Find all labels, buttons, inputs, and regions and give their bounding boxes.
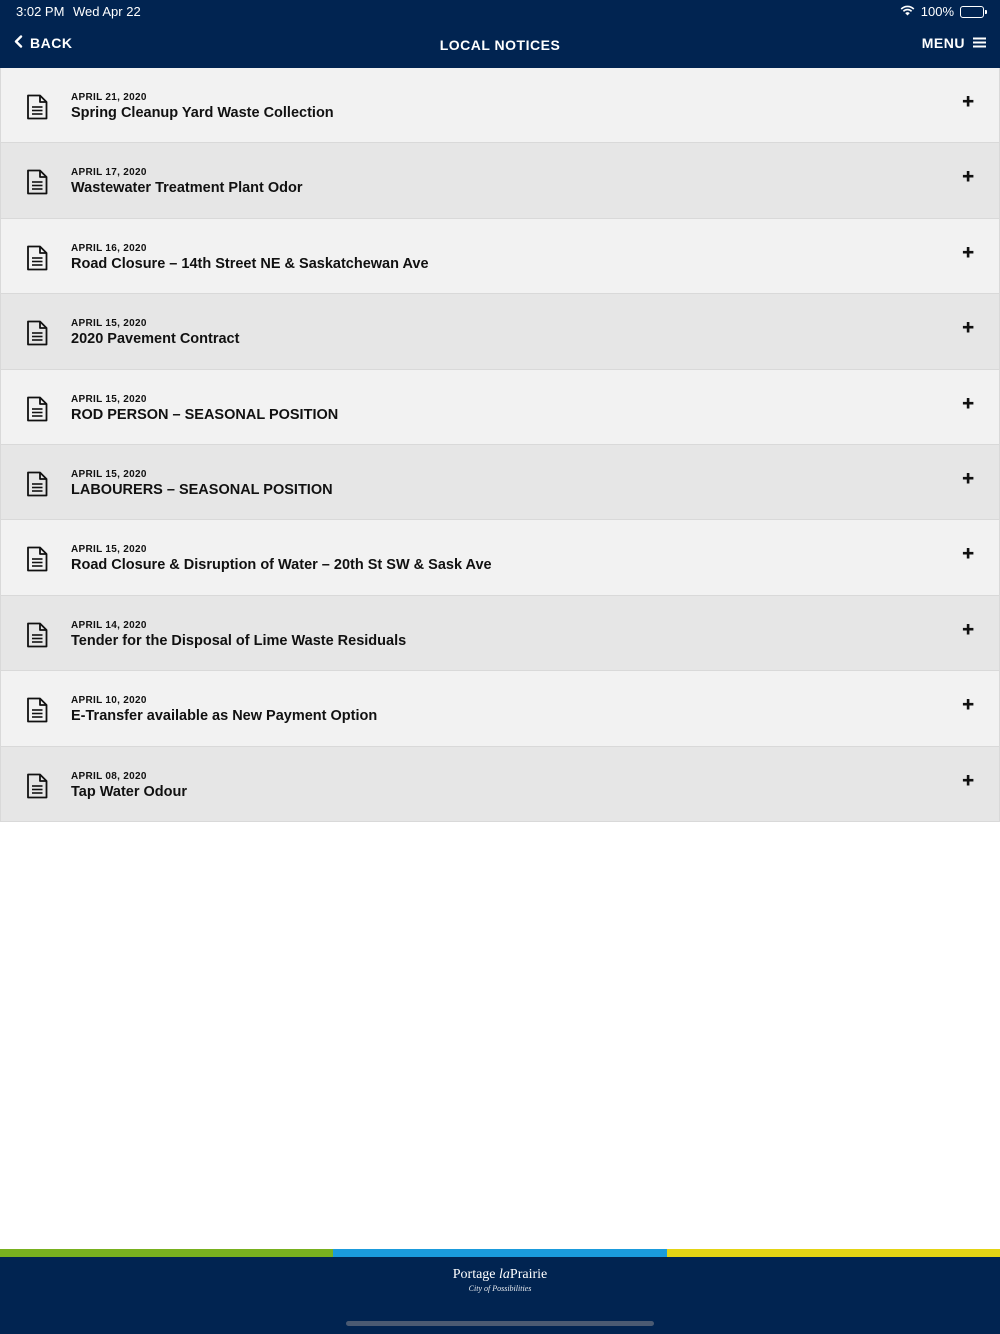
status-indicators: [900, 4, 984, 19]
notice-date: APRIL 15, 2020: [71, 468, 147, 480]
document-icon: [26, 471, 48, 497]
logo-part-la: la: [499, 1267, 510, 1282]
battery-icon: [960, 6, 984, 18]
notice-date: APRIL 16, 2020: [71, 242, 147, 254]
app-header: [0, 0, 1000, 68]
notice-item[interactable]: [0, 445, 1000, 520]
document-icon: [26, 320, 48, 346]
home-indicator[interactable]: [346, 1321, 654, 1326]
notice-item[interactable]: [0, 747, 1000, 822]
menu-label: MENU: [921, 35, 965, 51]
stripe-yellow: [667, 1249, 1000, 1257]
notice-date: APRIL 10, 2020: [71, 695, 147, 707]
status-date: Wed Apr 22: [73, 4, 141, 19]
notice-item[interactable]: [0, 520, 1000, 595]
notice-title: ROD PERSON – SEASONAL POSITION: [71, 406, 339, 423]
plus-icon[interactable]: [959, 92, 977, 110]
plus-icon[interactable]: [959, 469, 977, 487]
nav-bar: [0, 28, 1000, 62]
notice-title: Tap Water Odour: [71, 783, 187, 800]
logo-part-portage: Portage: [452, 1267, 496, 1282]
document-icon: [26, 697, 48, 723]
notice-date: APRIL 17, 2020: [71, 167, 147, 179]
hamburger-icon: [973, 35, 986, 51]
notice-title: 2020 Pavement Contract: [71, 331, 240, 348]
notice-title: Spring Cleanup Yard Waste Collection: [71, 105, 334, 121]
stripe-green: [0, 1249, 333, 1257]
notice-item[interactable]: [0, 671, 1000, 746]
notice-item[interactable]: [0, 219, 1000, 294]
wifi-icon: [900, 4, 915, 19]
logo-tagline: City of Possibilities: [468, 1284, 532, 1293]
notice-date: APRIL 21, 2020: [71, 92, 147, 103]
notice-item[interactable]: [0, 294, 1000, 369]
footer: [0, 1257, 1000, 1334]
notice-date: APRIL 14, 2020: [71, 619, 147, 631]
notice-date: APRIL 15, 2020: [71, 544, 147, 556]
plus-icon[interactable]: [959, 394, 977, 412]
document-icon: [26, 773, 48, 799]
notice-date: APRIL 15, 2020: [71, 318, 147, 330]
document-icon: [26, 94, 48, 120]
notice-title: Road Closure – 14th Street NE & Saskatchewan Ave: [71, 255, 429, 272]
stripe-blue: [333, 1249, 666, 1257]
notice-title: Road Closure & Disruption of Water – 20th St SW & Sask Ave: [71, 557, 492, 574]
plus-icon[interactable]: [959, 695, 977, 713]
notice-date: APRIL 08, 2020: [71, 770, 147, 782]
notice-item[interactable]: [0, 143, 1000, 218]
menu-button[interactable]: [922, 35, 986, 51]
notice-title: E-Transfer available as New Payment Option: [71, 708, 378, 725]
notice-item[interactable]: [0, 68, 1000, 143]
document-icon: [26, 622, 48, 648]
plus-icon[interactable]: [959, 771, 977, 789]
notice-title: Wastewater Treatment Plant Odor: [71, 180, 303, 197]
status-bar: [0, 0, 1000, 24]
status-time: 3:02 PM: [16, 4, 65, 19]
back-label: BACK: [30, 35, 73, 51]
logo-part-prairie: Prairie: [509, 1267, 548, 1282]
plus-icon[interactable]: [959, 318, 977, 336]
document-icon: [26, 396, 48, 422]
document-icon: [26, 169, 48, 195]
notice-item[interactable]: [0, 370, 1000, 445]
document-icon: [26, 245, 48, 271]
brand-stripe: [0, 1249, 1000, 1257]
battery-percent: 100%: [920, 4, 954, 19]
notice-date: APRIL 15, 2020: [71, 393, 147, 405]
notice-item[interactable]: [0, 596, 1000, 671]
plus-icon[interactable]: [959, 620, 977, 638]
logo-wordmark: [0, 1267, 1000, 1283]
notice-list: [0, 68, 1000, 822]
page-title: LOCAL NOTICES: [439, 37, 561, 53]
notice-title: LABOURERS – SEASONAL POSITION: [71, 481, 333, 498]
document-icon: [26, 546, 48, 572]
plus-icon[interactable]: [959, 167, 977, 185]
city-logo: [0, 1267, 1000, 1293]
plus-icon[interactable]: [959, 544, 977, 562]
notice-title: Tender for the Disposal of Lime Waste Residuals: [71, 632, 407, 649]
plus-icon[interactable]: [959, 243, 977, 261]
